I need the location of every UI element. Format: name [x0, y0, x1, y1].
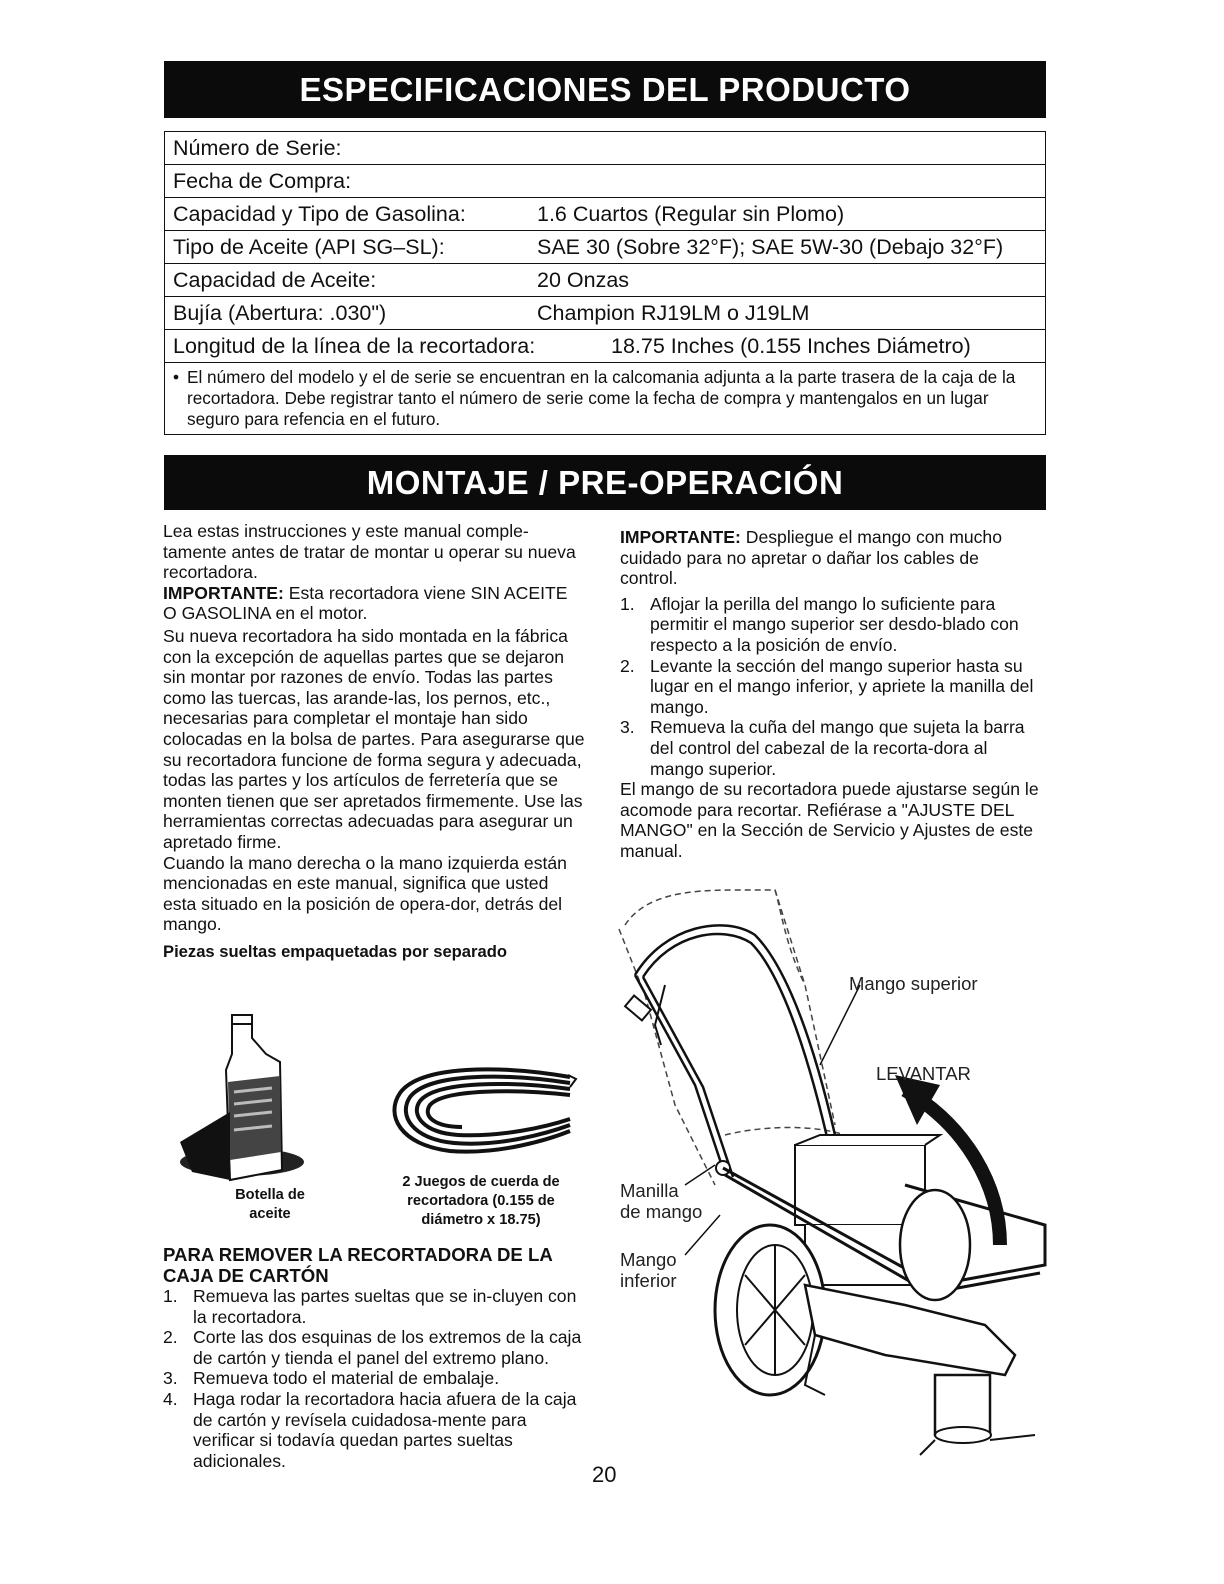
assembly-banner — [164, 455, 1046, 510]
list-item — [163, 1327, 588, 1368]
list-item — [163, 1286, 588, 1327]
knob-label — [620, 1180, 702, 1222]
spec-note-text: El número del modelo y el de serie se encuentran en la calcomania adjunta a la parte trasera de la caja de la recortadora. Debe registrar tanto el número de serie come la fecha de compra y mantengalos en un lugar seguro para refencia en el futuro. — [187, 367, 1016, 429]
spec-row-oil-capacity — [165, 264, 1045, 297]
list-item — [620, 717, 1040, 779]
list-item — [620, 594, 1040, 656]
step-text: Aflojar la perilla del mango lo suficiente para permitir el mango superior ser desdo-blado con respecto a la posición de envío. — [650, 593, 1019, 655]
spec-row-spark-plug — [165, 297, 1045, 330]
handle-steps — [620, 594, 1040, 779]
oil-bottle-caption — [215, 1186, 325, 1224]
spec-label: Capacidad de Aceite: — [173, 267, 377, 292]
important-label: IMPORTANTE: — [620, 527, 741, 547]
spec-row-oil-type — [165, 231, 1045, 264]
step-number: 3. — [620, 717, 635, 738]
label-line: Manilla — [620, 1180, 679, 1201]
spec-table — [164, 131, 1046, 435]
important-note-2 — [620, 527, 1040, 589]
list-item — [163, 1368, 588, 1389]
oil-bottle-illustration — [172, 1012, 312, 1187]
page-number: 20 — [592, 1462, 617, 1487]
step-number: 2. — [163, 1327, 178, 1348]
spec-row-serial — [165, 132, 1045, 165]
list-item — [163, 1389, 588, 1471]
spec-row-purchase-date — [165, 165, 1045, 198]
left-column — [163, 521, 585, 962]
spec-label: Longitud de la línea de la recortadora: — [173, 333, 536, 358]
caption-text: 2 Juegos de cuerda de recortadora (0.155 de diámetro x 18.75) — [402, 1174, 560, 1228]
remove-steps — [163, 1286, 588, 1471]
step-number: 2. — [620, 655, 635, 676]
spec-row-fuel — [165, 198, 1045, 231]
step-number: 4. — [163, 1388, 178, 1409]
remove-heading: PARA REMOVER LA RECORTADORA DE LA CAJA DE CARTÓN — [163, 1244, 553, 1286]
spec-label: Capacidad y Tipo de Gasolina: — [173, 201, 466, 226]
upper-handle-label: Mango superior — [849, 973, 978, 994]
step-text: Remueva la cuña del mango que sujeta la barra del control del cabezal de la recorta-dora al mango superior. — [650, 717, 1025, 779]
trimmer-head-icon — [935, 1375, 990, 1435]
important-note-1 — [163, 583, 585, 624]
important-label: IMPORTANTE: — [163, 582, 284, 603]
assembly-title: MONTAJE / PRE-OPERACIÓN — [366, 464, 844, 501]
label-line: inferior — [620, 1270, 677, 1291]
spec-note — [165, 363, 1045, 435]
important-text: Esta recortadora viene SIN ACEITE O GASOLINA en el motor. — [163, 582, 568, 624]
spec-label: Bujía (Abertura: .030") — [173, 300, 387, 325]
loose-parts-heading: Piezas sueltas empaquetadas por separado — [163, 941, 507, 961]
spec-value: Champion RJ19LM o J19LM — [537, 300, 810, 325]
specs-banner — [164, 61, 1046, 118]
step-text: Remueva todo el material de embalaje. — [193, 1368, 500, 1389]
spec-value: 18.75 Inches (0.155 Inches Diámetro) — [611, 333, 971, 358]
specs-title: ESPECIFICACIONES DEL PRODUCTO — [299, 71, 911, 108]
step-text: Remueva las partes sueltas que se in-cluyen con la recortadora. — [193, 1286, 577, 1327]
deck-icon — [805, 1285, 1015, 1375]
intro-paragraph: Lea estas instrucciones y este manual comple-tamente antes de tratar de montar u operar su nueva recortadora. — [163, 521, 576, 583]
right-column — [620, 527, 1040, 862]
folded-handle-icon — [625, 890, 805, 985]
spec-label: Fecha de Compra: — [173, 168, 352, 193]
step-number: 1. — [620, 593, 635, 614]
spec-label: Tipo de Aceite (API SG–SL): — [173, 234, 445, 259]
handle-adjust-paragraph: El mango de su recortadora puede ajustarse según le acomode para recortar. Refiérase a "AJUSTE DEL MANGO" en la Sección de Servicio y Ajustes de este manual. — [620, 779, 1039, 861]
caption-text: Botella de aceite — [235, 1187, 305, 1222]
label-line: de mango — [620, 1201, 703, 1222]
step-text: Corte las dos esquinas de los extremos de la caja de cartón y tienda el panel del extremo plano. — [193, 1327, 582, 1368]
assembly-paragraph: Su nueva recortadora ha sido montada en la fábrica con la excepción de aquellas partes que se dejaron sin montar por razones de envío. Todas las partes como las tuercas, las arande-las, los pernos, etc., necesarias para completar el montaje han sido colocadas en la bolsa de partes. Para asegurarse que su recortadora funcione de forma segura y adecuada, todas las partes y los artículos de ferretería que se monten tienen que ser apretados firmemente. Use las herramientas correctas adecuadas para asegurar un apretado firme. — [163, 625, 585, 852]
list-item — [620, 656, 1040, 718]
spec-label: Número de Serie: — [173, 135, 342, 160]
remove-section — [163, 1244, 588, 1471]
lift-label: LEVANTAR — [876, 1063, 971, 1084]
trimmer-line-caption — [376, 1173, 586, 1230]
orientation-paragraph: Cuando la mano derecha o la mano izquierda están mencionadas en este manual, significa que usted esta situado en la posición de opera-dor, detrás del mango. — [163, 852, 567, 935]
step-number: 1. — [163, 1286, 178, 1306]
spec-row-line-length — [165, 330, 1045, 363]
important-text: Despliegue el mango con mucho cuidado para no apretar o dañar los cables de control. — [620, 527, 1003, 589]
lower-handle-label — [620, 1249, 677, 1291]
trimmer-line-illustration — [380, 1055, 580, 1165]
spec-value: SAE 30 (Sobre 32°F); SAE 5W-30 (Debajo 32°F) — [537, 234, 1004, 259]
bullet-icon: • — [173, 367, 180, 387]
step-text: Levante la sección del mango superior hasta su lugar en el mango inferior, y apriete la manilla del mango. — [650, 655, 1034, 717]
label-line: Mango — [620, 1249, 677, 1270]
step-number: 3. — [163, 1368, 178, 1389]
spec-value: 1.6 Cuartos (Regular sin Plomo) — [537, 201, 845, 226]
step-text: Haga rodar la recortadora hacia afuera de la caja de cartón y revísela cuidadosa-mente para verificar si todavía quedan partes sueltas adicionales. — [193, 1388, 577, 1471]
spec-value: 20 Onzas — [537, 267, 630, 292]
